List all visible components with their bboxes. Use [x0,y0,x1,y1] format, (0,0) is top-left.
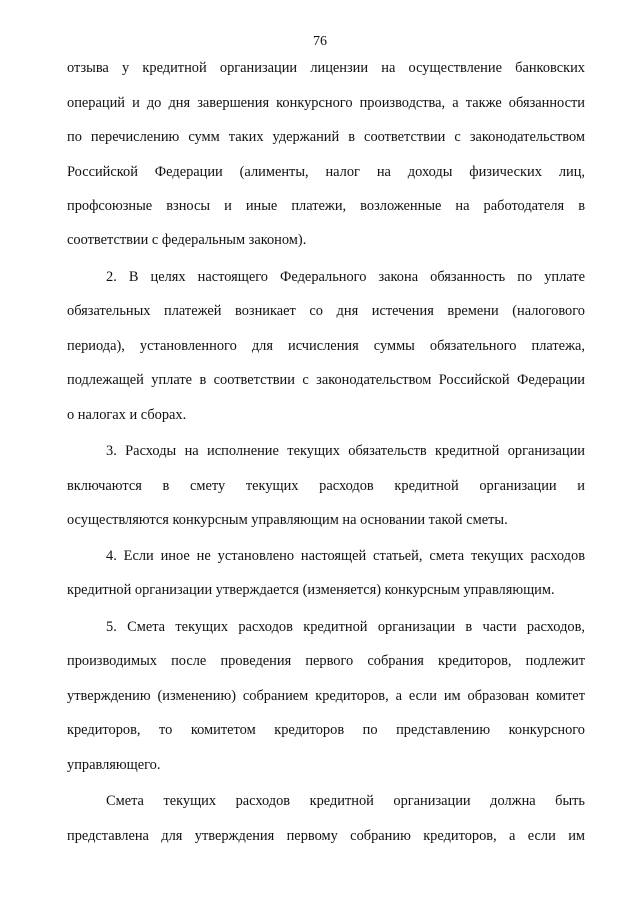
paragraph-first-line: 5. Смета текущих расходов кредитной организации в части расходов, [106,619,585,635]
text-line: производимых после проведения первого собрания кредиторов, подлежит [67,653,585,669]
text-line: по перечислению сумм таких удержаний в соответствии с законодательством [67,129,585,145]
text-line: Российской Федерации (алименты, налог на доходы физических лиц, [67,164,585,180]
text-line: кредитной организации утверждается (изменяется) конкурсным управляющим. [67,582,555,598]
text-line: представлена для утверждения первому собранию кредиторов, а если им [67,828,585,844]
text-line: утверждению (изменению) собранием кредиторов, а если им образован комитет [67,688,585,704]
text-line: осуществляются конкурсным управляющим на основании такой сметы. [67,512,508,528]
paragraph-first-line: 4. Если иное не установлено настоящей статьей, смета текущих расходов [106,548,585,564]
text-line: отзыва у кредитной организации лицензии на осуществление банковских [67,60,585,76]
text-line: о налогах и сборах. [67,407,187,423]
text-line: обязательных платежей возникает со дня истечения времени (налогового [67,303,585,319]
text-line: операций и до дня завершения конкурсного производства, а также обязанности [67,95,585,111]
text-line: управляющего. [67,757,161,773]
paragraph-first-line: 2. В целях настоящего Федерального закона обязанность по уплате [106,269,585,285]
text-line: кредиторов, то комитетом кредиторов по представлению конкурсного [67,722,585,738]
text-line: профсоюзные взносы и иные платежи, возложенные на работодателя в [67,198,585,214]
paragraph-first-line: Смета текущих расходов кредитной организации должна быть [106,793,585,809]
text-line: соответствии с федеральным законом). [67,232,307,248]
text-line: включаются в смету текущих расходов кредитной организации и [67,478,585,494]
paragraph-first-line: 3. Расходы на исполнение текущих обязательств кредитной организации [106,443,585,459]
text-line: периода), установленного для исчисления суммы обязательного платежа, [67,338,585,354]
page-number: 76 [313,34,327,49]
text-line: подлежащей уплате в соответствии с законодательством Российской Федерации [67,372,585,388]
